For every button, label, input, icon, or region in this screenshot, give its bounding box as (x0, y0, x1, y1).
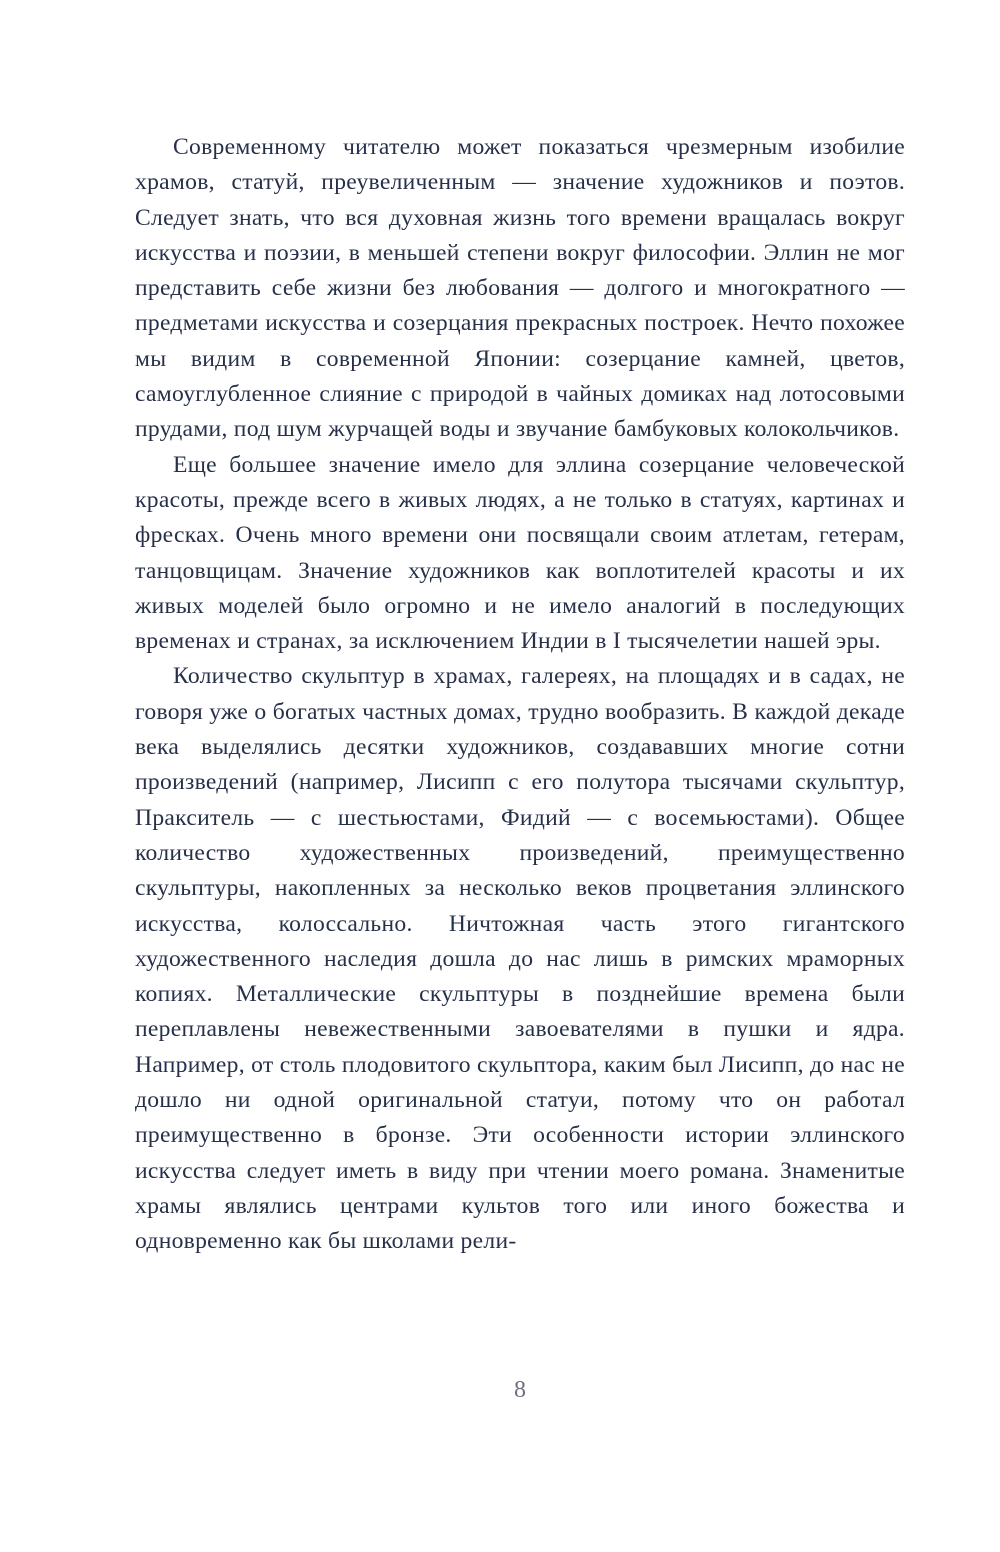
page-number: 8 (514, 1377, 526, 1403)
body-text (135, 130, 905, 1260)
paragraph: Еще большее значение имело для эллина созерцание человеческой красоты, прежде всего в живых людях, а не только в статуях, картинах и фресках. Очень много времени они посвящали своим атлетам, гетерам, танцовщицам. Значение художников как воплотителей красоты и их живых моделей было огромно и не имело аналогий в последующих временах и странах, за исключением Индии в I тысячелетии нашей эры. (135, 451, 905, 655)
paragraph: Современному читателю может показаться чрезмерным изобилие храмов, статуй, преувеличенным — значение художников и поэтов. Следует знать, что вся духовная жизнь того времени вращалась вокруг искусства и поэзии, в меньшей степени вокруг философии. Эллин не мог представить себе жизни без любования — долгого и многократного — предметами искусства и созерцания прекрасных построек. Нечто похожее мы видим в современной Японии: созерцание камней, цветов, самоуглубленное слияние с природой в чайных домиках над лотосовыми прудами, под шум журчащей воды и звучание бамбуковых колокольчиков. (135, 134, 905, 443)
paragraph: Количество скульптур в храмах, галереях, на площадях и в садах, не говоря уже о богатых частных домах, трудно вообразить. В каждой декаде века выделялись десятки художников, создававших многие сотни произведений (например, Лисипп с его полутора тысячами скульптур, Пракситель — с шестьюстами, Фидий — с восемьюстами). Общее количество художественных произведений, преимущественно скульптуры, накопленных за несколько веков процветания эллинского искусства, колоссально. Ничтожная часть этого гигантского художественного наследия дошла до нас лишь в римских мраморных копиях. Металлические скульптуры в позднейшие времена были переплавлены невежественными завоевателями в пушки и ядра. Например, от столь плодовитого скульптора, каким был Лисипп, до нас не дошло ни одной оригинальной статуи, потому что он работал преимущественно в бронзе. Эти особенности истории эллинского искусства следует иметь в виду при чтении моего романа. Знаменитые храмы являлись центрами культов того или иного божества и одновременно как бы школами рели- (135, 663, 905, 1255)
